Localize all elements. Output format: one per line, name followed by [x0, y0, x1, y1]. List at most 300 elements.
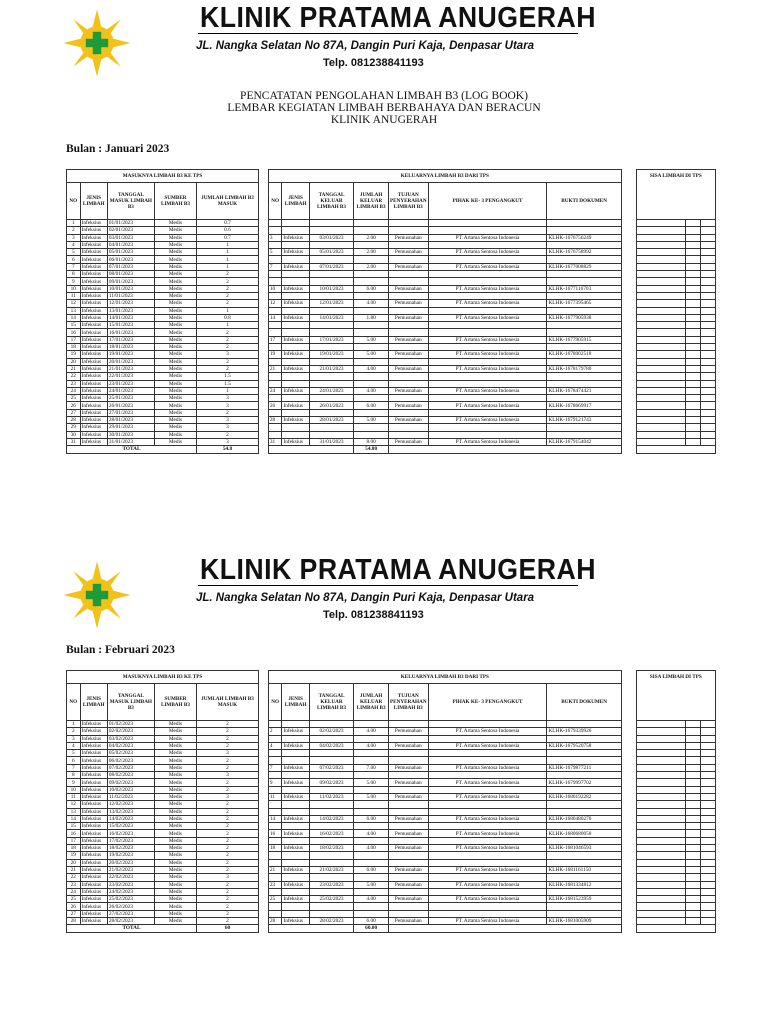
cell-tgl-keluar [309, 271, 354, 278]
cell-sisa-a [636, 764, 686, 771]
cell-gap [621, 278, 636, 285]
cell-jenis: Infeksius [80, 292, 107, 299]
cell-tgl-masuk: 20/01/2023 [107, 358, 154, 365]
cell-gap [258, 742, 268, 749]
cell-gap [621, 881, 636, 888]
cell-pihak: PT. Artama Sentosa Indonesia [428, 234, 547, 241]
cell-sisa-c [701, 793, 716, 800]
cell-jml-masuk: 2 [196, 845, 258, 852]
header-no: NO [268, 684, 282, 721]
cell-tujuan [388, 786, 428, 793]
cell-pihak: PT. Artama Sentosa Indonesia [428, 285, 547, 292]
header-tgl-masuk: TANGGAL MASUK LIMBAH B3 [107, 183, 154, 220]
cell-gap [621, 918, 636, 925]
cell-tgl-masuk: 08/01/2023 [107, 271, 154, 278]
cell-gap [258, 728, 268, 735]
cell-tgl-masuk: 18/01/2023 [107, 344, 154, 351]
header-no: NO [268, 183, 282, 220]
table-column-header [67, 684, 716, 721]
cell-tgl-keluar [309, 757, 354, 764]
cell-jml-masuk: 2 [196, 742, 258, 749]
cell-out-jenis [282, 750, 309, 757]
table-row [67, 852, 716, 859]
cell-jenis: Infeksius [80, 874, 107, 881]
cell-gap [258, 837, 268, 844]
cell-tgl-masuk: 28/01/2023 [107, 417, 154, 424]
cell-gap [258, 234, 268, 241]
cell-jenis: Infeksius [80, 837, 107, 844]
cell-jenis: Infeksius [80, 380, 107, 387]
cell-out-jenis [282, 373, 309, 380]
cell-sisa-c [701, 417, 716, 424]
cell-gap [621, 793, 636, 800]
cell-bukti [547, 424, 621, 431]
cell-jml-keluar: 5.00 [354, 336, 389, 343]
cell-jml-keluar [354, 271, 389, 278]
cell-gap [621, 431, 636, 438]
cell-gap [621, 837, 636, 844]
cell-tgl-masuk: 17/01/2023 [107, 336, 154, 343]
cell-out-jenis: Infeksius [282, 918, 309, 925]
cell-jml-keluar [354, 344, 389, 351]
cell-no: 24 [67, 888, 81, 895]
cell-jml-keluar: 4.00 [354, 300, 389, 307]
cell-sisa-a [636, 896, 686, 903]
cell-tgl-masuk: 19/02/2023 [107, 852, 154, 859]
cell-out-jenis: Infeksius [282, 314, 309, 321]
clinic-phone: Telp. 081238841193 [323, 57, 424, 69]
cell-sisa-b [686, 786, 701, 793]
cell-jenis: Infeksius [80, 764, 107, 771]
cell-out-no: 17 [268, 336, 282, 343]
header-gap [621, 170, 636, 220]
cell-bukti [547, 292, 621, 299]
cell-tujuan [388, 322, 428, 329]
cell-tgl-masuk: 15/02/2023 [107, 823, 154, 830]
cell-bukti [547, 307, 621, 314]
cell-jml-keluar: 4.00 [354, 830, 389, 837]
cell-tgl-keluar [309, 322, 354, 329]
cell-no: 8 [67, 271, 81, 278]
cell-gap [258, 380, 268, 387]
cell-out-no [268, 852, 282, 859]
cell-jml-masuk: 3 [196, 874, 258, 881]
cell-tujuan [388, 241, 428, 248]
cell-jenis: Infeksius [80, 866, 107, 873]
header-gap [621, 671, 636, 721]
cell-bukti [547, 322, 621, 329]
cell-tgl-masuk: 06/01/2023 [107, 256, 154, 263]
cell-gap [258, 241, 268, 248]
cell-bukti: KLHK-1681523959 [547, 896, 621, 903]
cell-tujuan [388, 874, 428, 881]
cell-bukti: KLHK-1679339926 [547, 728, 621, 735]
cell-gap [258, 903, 268, 910]
cell-out-jenis: Infeksius [282, 793, 309, 800]
cell-sisa-b [686, 256, 701, 263]
cell-tgl-masuk: 16/01/2023 [107, 329, 154, 336]
cell-sumber: Medis [154, 373, 196, 380]
cell-jml-masuk: 2 [196, 728, 258, 735]
cell-pihak [428, 256, 547, 263]
cell-bukti: KLHK-1676756249 [547, 234, 621, 241]
cell-pihak [428, 241, 547, 248]
cell-jenis: Infeksius [80, 227, 107, 234]
cell-sumber: Medis [154, 358, 196, 365]
cell-pihak: PT. Artama Sentosa Indonesia [428, 728, 547, 735]
cell-jml-masuk: 2 [196, 815, 258, 822]
cell-sisa-c [701, 292, 716, 299]
cell-tujuan [388, 395, 428, 402]
cell-out-jenis [282, 271, 309, 278]
cell-sisa-a [636, 431, 686, 438]
cell-sisa-c [701, 742, 716, 749]
cell-tujuan: Pemusnahan [388, 866, 428, 873]
total-label: TOTAL [67, 446, 197, 453]
cell-jenis: Infeksius [80, 314, 107, 321]
cell-pihak: PT. Artama Sentosa Indonesia [428, 918, 547, 925]
header-divider [198, 33, 578, 34]
cell-sumber: Medis [154, 380, 196, 387]
cell-gap [621, 742, 636, 749]
cell-pihak [428, 772, 547, 779]
cell-bukti [547, 837, 621, 844]
cell-out-jenis: Infeksius [282, 234, 309, 241]
cell-no: 23 [67, 380, 81, 387]
cell-out-no [268, 395, 282, 402]
cell-out-no [268, 344, 282, 351]
header-sumber: SUMBER LIMBAH B3 [154, 684, 196, 721]
table-row [67, 772, 716, 779]
cell-tgl-masuk: 26/01/2023 [107, 402, 154, 409]
cell-jenis: Infeksius [80, 409, 107, 416]
cell-bukti [547, 823, 621, 830]
cell-sumber: Medis [154, 742, 196, 749]
cell-tujuan: Pemusnahan [388, 845, 428, 852]
cell-tujuan: Pemusnahan [388, 314, 428, 321]
cell-out-jenis [282, 852, 309, 859]
cell-tujuan [388, 278, 428, 285]
cell-no: 3 [67, 735, 81, 742]
cell-out-jenis [282, 721, 309, 728]
cell-sisa-c [701, 779, 716, 786]
cell-jml-masuk: 2 [196, 735, 258, 742]
table-row [67, 336, 716, 343]
cell-sumber: Medis [154, 918, 196, 925]
cell-pihak: PT. Artama Sentosa Indonesia [428, 830, 547, 837]
cell-tgl-keluar: 26/01/2023 [309, 402, 354, 409]
cell-bukti [547, 395, 621, 402]
cell-tgl-masuk: 25/02/2023 [107, 896, 154, 903]
cell-tgl-masuk: 04/02/2023 [107, 742, 154, 749]
table-row [67, 249, 716, 256]
cell-jml-keluar: 6.00 [354, 285, 389, 292]
cell-sisa-c [701, 227, 716, 234]
cell-tgl-keluar: 23/02/2023 [309, 881, 354, 888]
cell-gap [258, 896, 268, 903]
cell-jml-masuk: 2 [196, 801, 258, 808]
table-row [67, 285, 716, 292]
cell-sisa-a [636, 249, 686, 256]
cell-no: 16 [67, 329, 81, 336]
cell-tujuan [388, 903, 428, 910]
cell-out-jenis: Infeksius [282, 300, 309, 307]
cell-jenis: Infeksius [80, 395, 107, 402]
cell-sisa-b [686, 852, 701, 859]
cell-gap [258, 808, 268, 815]
cell-jml-keluar [354, 823, 389, 830]
table-row [67, 365, 716, 372]
cell-tujuan [388, 256, 428, 263]
cell-sumber: Medis [154, 365, 196, 372]
cell-out-no: 12 [268, 300, 282, 307]
cell-pihak [428, 852, 547, 859]
cell-gap [258, 271, 268, 278]
cell-no: 13 [67, 307, 81, 314]
cell-sumber: Medis [154, 808, 196, 815]
cell-sisa-c [701, 808, 716, 815]
cell-no: 2 [67, 227, 81, 234]
cell-jml-masuk: 2 [196, 852, 258, 859]
cell-sisa-c [701, 307, 716, 314]
cell-pihak [428, 721, 547, 728]
cell-gap [621, 779, 636, 786]
cell-sisa-c [701, 438, 716, 445]
cell-gap [621, 241, 636, 248]
cell-bukti: KLHK-1677905938 [547, 314, 621, 321]
cell-jml-masuk: 2 [196, 336, 258, 343]
cell-jml-masuk: 2 [196, 764, 258, 771]
cell-sisa-c [701, 852, 716, 859]
cell-out-jenis [282, 910, 309, 917]
total-in: 54.8 [196, 446, 258, 453]
table-row [67, 859, 716, 866]
cell-jenis: Infeksius [80, 424, 107, 431]
cell-sisa-a [636, 721, 686, 728]
cell-jenis: Infeksius [80, 742, 107, 749]
cell-tgl-masuk: 14/02/2023 [107, 815, 154, 822]
cell-tujuan: Pemusnahan [388, 365, 428, 372]
cell-sisa-a [636, 351, 686, 358]
cell-tgl-keluar: 28/02/2023 [309, 918, 354, 925]
cell-sumber: Medis [154, 336, 196, 343]
cell-tgl-masuk: 03/01/2023 [107, 234, 154, 241]
cell-jml-keluar: 2.00 [354, 249, 389, 256]
cell-sisa-a [636, 793, 686, 800]
header-pihak: PIHAK KE- 3 PENGANGKUT [428, 183, 547, 220]
cell-tujuan: Pemusnahan [388, 417, 428, 424]
cell-jml-masuk: 2 [196, 910, 258, 917]
cell-sumber: Medis [154, 845, 196, 852]
header-in-group: MASUKNYA LIMBAH B3 KE TPS [67, 671, 259, 684]
cell-no: 24 [67, 387, 81, 394]
cell-tujuan [388, 220, 428, 227]
cell-gap [258, 365, 268, 372]
cell-gap [258, 285, 268, 292]
cell-pihak [428, 373, 547, 380]
table-row [67, 402, 716, 409]
cell-out-no [268, 380, 282, 387]
cell-sisa-a [636, 285, 686, 292]
table-row [67, 417, 716, 424]
cell-out-jenis [282, 424, 309, 431]
cell-no: 20 [67, 859, 81, 866]
cell-tujuan [388, 431, 428, 438]
cell-sisa-a [636, 801, 686, 808]
cell-jml-masuk: 3 [196, 402, 258, 409]
cell-tgl-keluar [309, 344, 354, 351]
cell-jenis: Infeksius [80, 278, 107, 285]
cell-tgl-keluar: 10/01/2023 [309, 285, 354, 292]
cell-bukti: KLHK-1676758992 [547, 249, 621, 256]
cell-tgl-keluar [309, 395, 354, 402]
cell-bukti: KLHK-1677008829 [547, 263, 621, 270]
cell-gap [621, 874, 636, 881]
cell-tgl-masuk: 20/02/2023 [107, 859, 154, 866]
cell-out-no: 5 [268, 249, 282, 256]
clinic-phone: Telp. 081238841193 [323, 609, 424, 621]
cell-out-jenis [282, 329, 309, 336]
cell-sisa-b [686, 859, 701, 866]
cell-no: 28 [67, 417, 81, 424]
cell-bukti: KLHK-1681161150 [547, 866, 621, 873]
cell-sisa-c [701, 750, 716, 757]
cell-jml-masuk: 1 [196, 322, 258, 329]
cell-jml-masuk: 0.8 [196, 314, 258, 321]
cell-jml-masuk: 3 [196, 351, 258, 358]
cell-tgl-keluar: 17/01/2023 [309, 336, 354, 343]
cell-out-no: 10 [268, 285, 282, 292]
cell-gap [258, 278, 268, 285]
cell-out-no [268, 750, 282, 757]
cell-out-jenis: Infeksius [282, 351, 309, 358]
table-row [67, 866, 716, 873]
cell-jml-keluar [354, 786, 389, 793]
cell-sisa-c [701, 859, 716, 866]
cell-sumber: Medis [154, 735, 196, 742]
cell-gap [258, 750, 268, 757]
cell-sumber: Medis [154, 241, 196, 248]
cell-out-no: 31 [268, 438, 282, 445]
cell-jml-keluar: 4.00 [354, 387, 389, 394]
cell-sisa-b [686, 903, 701, 910]
cell-jml-keluar [354, 903, 389, 910]
cell-no: 15 [67, 322, 81, 329]
cell-sumber: Medis [154, 896, 196, 903]
cell-out-no [268, 801, 282, 808]
cell-no: 9 [67, 278, 81, 285]
cell-jml-keluar [354, 772, 389, 779]
cell-tgl-keluar: 18/02/2023 [309, 845, 354, 852]
cell-tgl-masuk: 02/01/2023 [107, 227, 154, 234]
cell-sumber: Medis [154, 772, 196, 779]
cell-no: 26 [67, 402, 81, 409]
cell-tujuan: Pemusnahan [388, 387, 428, 394]
logbook-table-february [66, 670, 716, 933]
cell-sisa-b [686, 721, 701, 728]
cell-jml-keluar [354, 859, 389, 866]
cell-no: 4 [67, 742, 81, 749]
cell-tgl-keluar [309, 801, 354, 808]
cell-out-no: 7 [268, 764, 282, 771]
cell-out-no: 21 [268, 866, 282, 873]
cell-sisa-c [701, 278, 716, 285]
cell-sisa-a [636, 271, 686, 278]
cell-sisa-a [636, 300, 686, 307]
cell-tgl-keluar [309, 837, 354, 844]
cell-out-no: 14 [268, 815, 282, 822]
cell-no: 21 [67, 866, 81, 873]
cell-sisa-c [701, 351, 716, 358]
cell-bukti [547, 874, 621, 881]
cell-tgl-keluar [309, 888, 354, 895]
cell-sisa-c [701, 263, 716, 270]
cell-sisa-a [636, 365, 686, 372]
cell-out-no: 21 [268, 365, 282, 372]
cell-tgl-masuk: 12/02/2023 [107, 801, 154, 808]
cell-bukti [547, 801, 621, 808]
table-row [67, 424, 716, 431]
cell-out-jenis: Infeksius [282, 815, 309, 822]
cell-bukti: KLHK-1679997702 [547, 779, 621, 786]
table-row [67, 830, 716, 837]
table-row [67, 358, 716, 365]
title-line-3: KLINIK ANUGERAH [330, 114, 438, 126]
cell-tgl-keluar [309, 220, 354, 227]
cell-bukti: KLHK-1681334812 [547, 881, 621, 888]
cell-pihak [428, 424, 547, 431]
cell-sisa-a [636, 336, 686, 343]
cell-jenis: Infeksius [80, 300, 107, 307]
cell-sumber: Medis [154, 307, 196, 314]
cell-sisa-b [686, 292, 701, 299]
cell-jenis: Infeksius [80, 903, 107, 910]
cell-tujuan: Pemusnahan [388, 402, 428, 409]
cell-out-no: 9 [268, 779, 282, 786]
cell-tujuan [388, 750, 428, 757]
cell-no: 22 [67, 373, 81, 380]
cell-gap [621, 307, 636, 314]
cell-tgl-masuk: 14/01/2023 [107, 314, 154, 321]
cell-gap [258, 815, 268, 822]
cell-sisa-b [686, 742, 701, 749]
cell-jml-masuk: 1 [196, 249, 258, 256]
cell-sisa-b [686, 918, 701, 925]
cell-sisa-b [686, 307, 701, 314]
cell-sumber: Medis [154, 837, 196, 844]
cell-gap [621, 728, 636, 735]
table-row [67, 220, 716, 227]
cell-bukti [547, 808, 621, 815]
cell-sisa-c [701, 373, 716, 380]
cell-sisa-a [636, 757, 686, 764]
cell-tgl-masuk: 19/01/2023 [107, 351, 154, 358]
cell-sisa-c [701, 395, 716, 402]
cell-tgl-keluar: 31/01/2023 [309, 438, 354, 445]
cell-jml-keluar: 5.00 [354, 417, 389, 424]
table-row [67, 256, 716, 263]
cell-gap [621, 227, 636, 234]
month-label-february: Bulan : Februari 2023 [66, 644, 175, 656]
cell-out-no [268, 903, 282, 910]
cell-tujuan: Pemusnahan [388, 336, 428, 343]
cell-tujuan [388, 888, 428, 895]
cell-bukti [547, 256, 621, 263]
cell-jenis: Infeksius [80, 888, 107, 895]
cell-tujuan: Pemusnahan [388, 249, 428, 256]
table-total-row [67, 446, 716, 453]
cell-jml-keluar [354, 409, 389, 416]
